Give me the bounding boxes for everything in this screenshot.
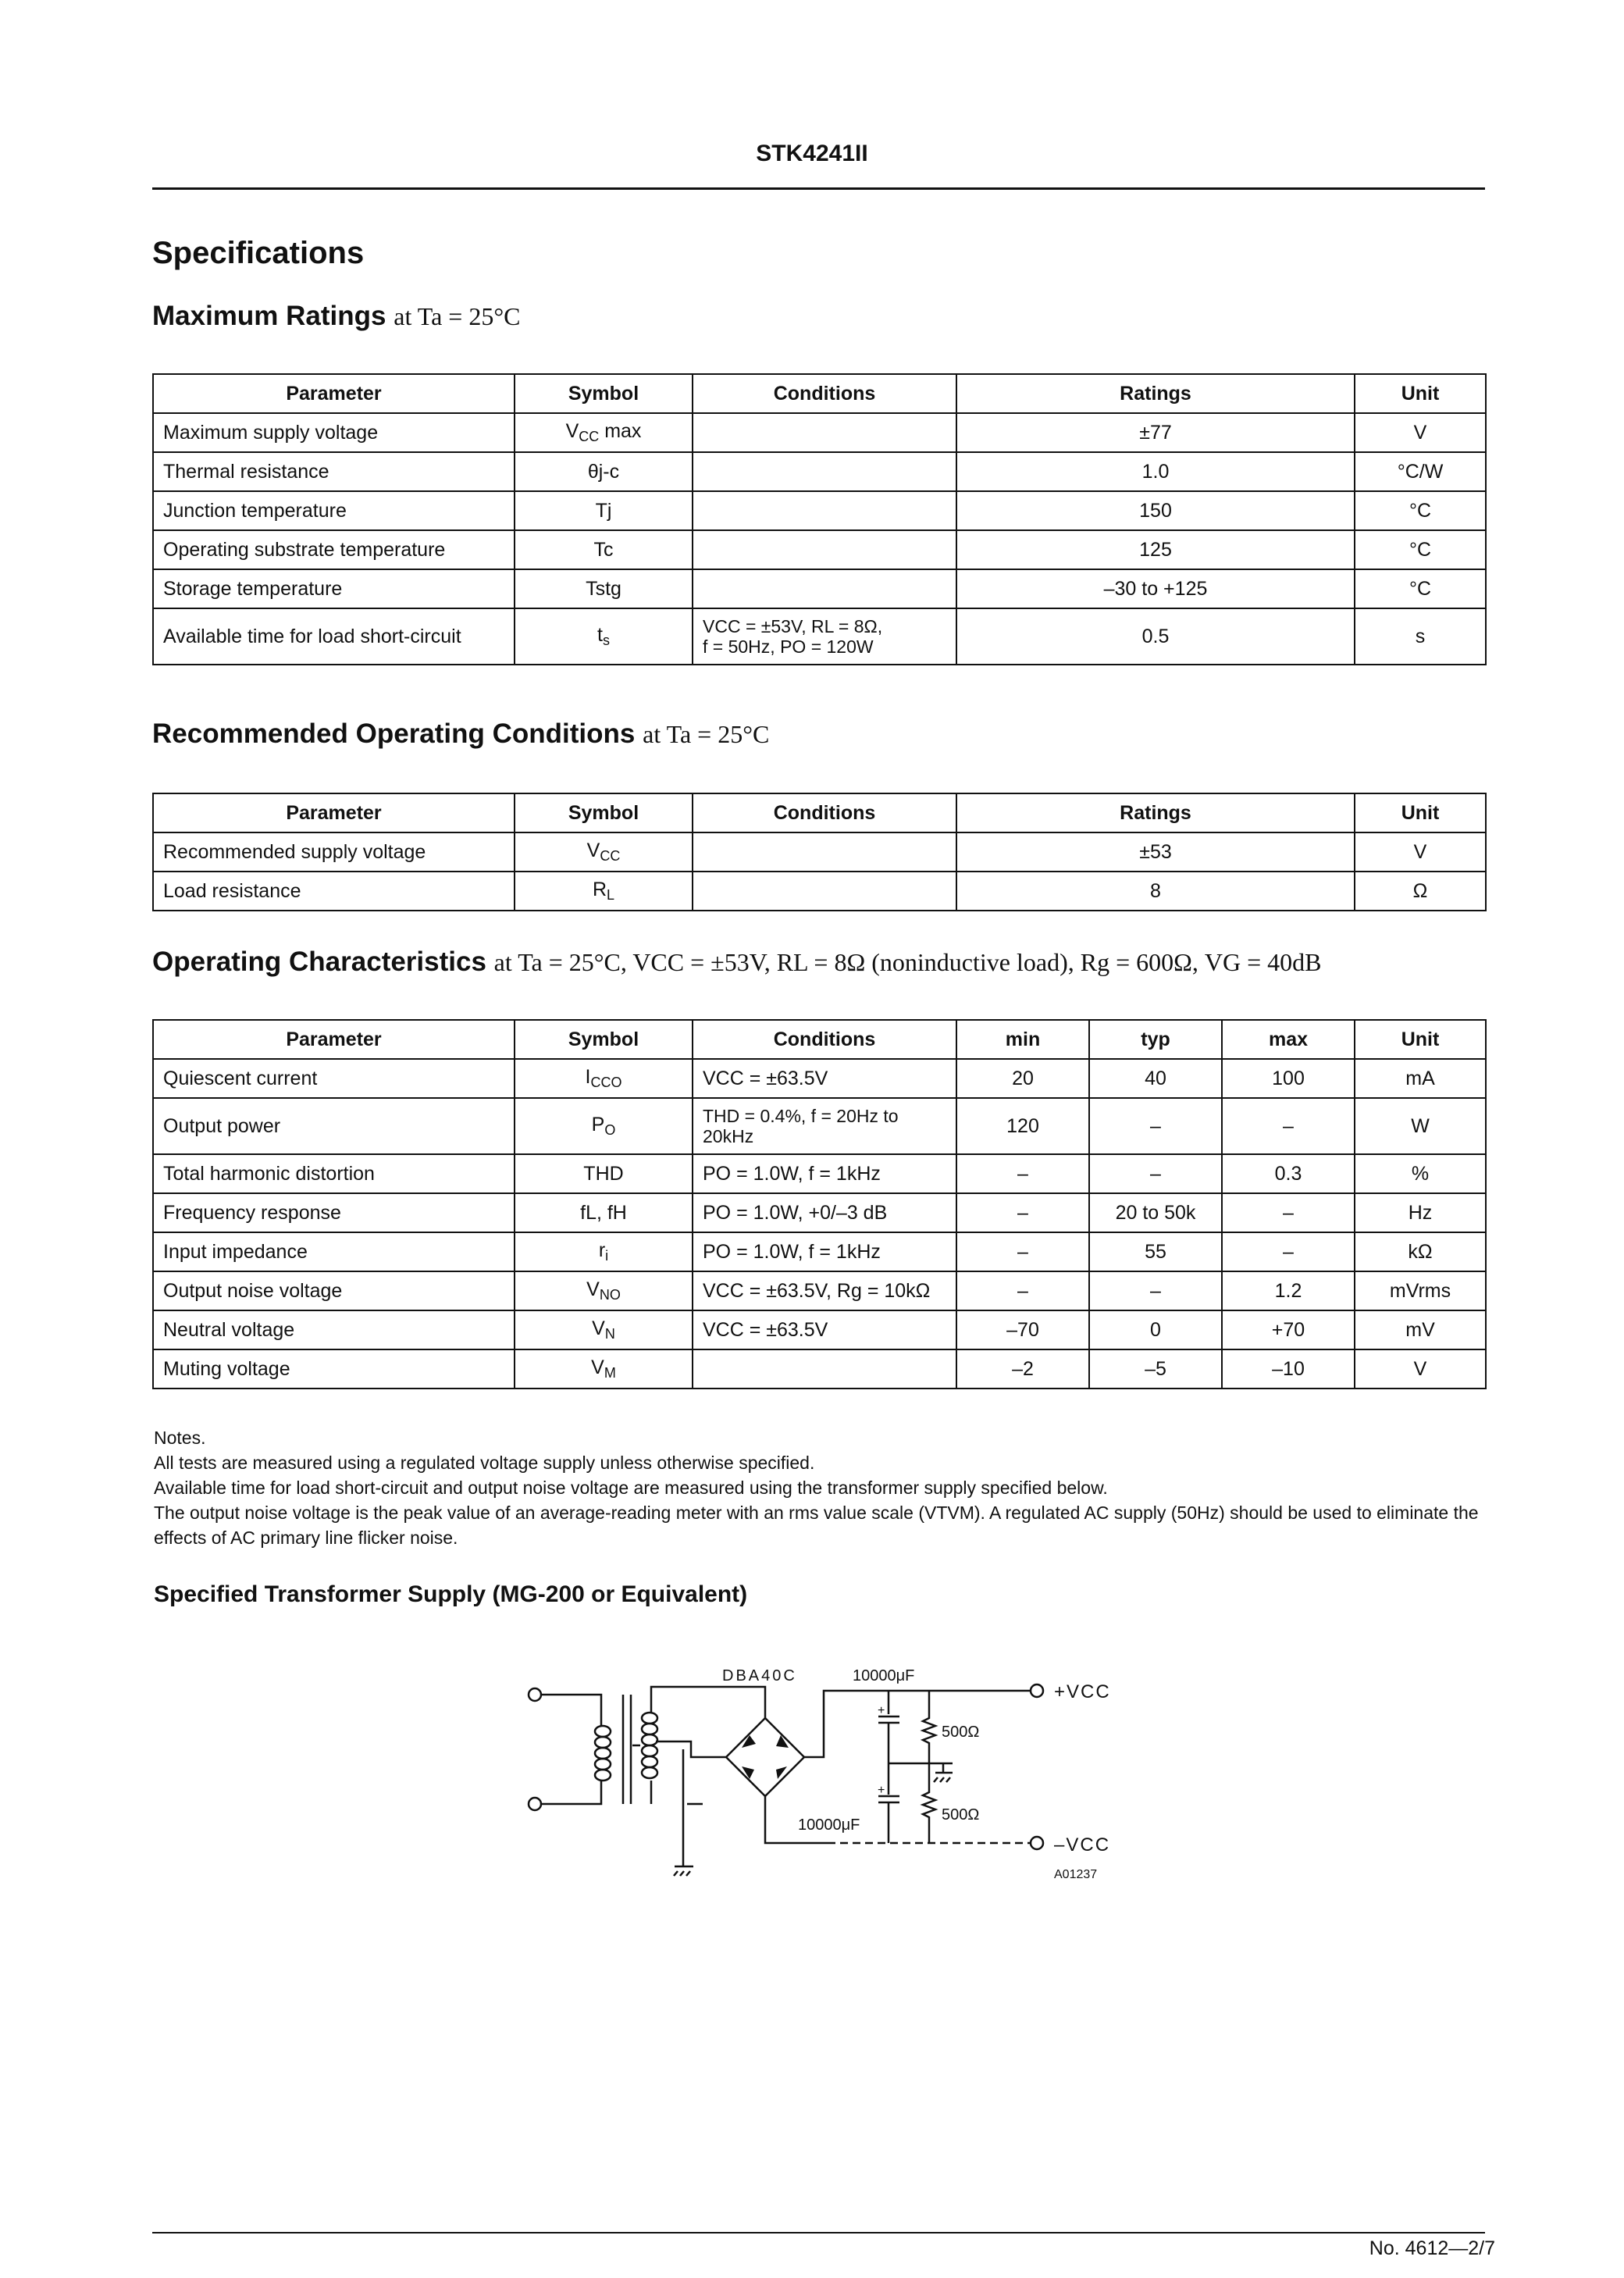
plus-vcc-label: +VCC	[1054, 1681, 1111, 1702]
unit-cell: Hz	[1355, 1193, 1486, 1232]
column-header: max	[1222, 1020, 1355, 1059]
conditions-line: f = 50Hz, PO = 120W	[703, 636, 874, 657]
parameter-cell: Output noise voltage	[153, 1271, 515, 1310]
symbol-main: fL, fH	[580, 1201, 627, 1224]
symbol-main: Tj	[595, 499, 612, 522]
parameter-cell: Storage temperature	[153, 569, 515, 608]
rating-cell: 1.0	[956, 452, 1355, 491]
cap-bottom-label: 10000μF	[798, 1816, 860, 1834]
symbol-cell	[515, 1232, 693, 1271]
symbol-cell	[515, 1349, 693, 1389]
unit-cell: Ω	[1355, 872, 1486, 911]
typ-cell: 40	[1089, 1059, 1222, 1098]
symbol-cell	[515, 1154, 693, 1193]
table-row	[153, 1059, 1486, 1098]
column-header: Conditions	[693, 374, 956, 413]
symbol-main: Tstg	[586, 577, 621, 600]
parameter-cell: Total harmonic distortion	[153, 1154, 515, 1193]
symbol-cell	[515, 1193, 693, 1232]
symbol-sub: O	[604, 1122, 616, 1138]
unit-cell: °C/W	[1355, 452, 1486, 491]
column-header: Conditions	[693, 793, 956, 832]
max-cell: 0.3	[1222, 1154, 1355, 1193]
column-header: Parameter	[153, 793, 515, 832]
unit-cell: %	[1355, 1154, 1486, 1193]
unit-cell: W	[1355, 1098, 1486, 1154]
unit-cell: V	[1355, 413, 1486, 452]
conditions-cell	[693, 1098, 956, 1154]
unit-cell: mVrms	[1355, 1271, 1486, 1310]
conditions-cell: VCC = ±63.5V, Rg = 10kΩ	[693, 1271, 956, 1310]
recommended-title: Recommended Operating Conditions	[152, 718, 636, 749]
parameter-cell: Load resistance	[153, 872, 515, 911]
column-header: min	[956, 1020, 1089, 1059]
column-header: Unit	[1355, 793, 1486, 832]
column-header: Unit	[1355, 1020, 1486, 1059]
conditions-cell	[693, 569, 956, 608]
notes-heading: Notes.	[154, 1428, 206, 1448]
parameter-cell: Output power	[153, 1098, 515, 1154]
conditions-cell: PO = 1.0W, +0/–3 dB	[693, 1193, 956, 1232]
symbol-sub: N	[604, 1326, 615, 1342]
symbol-cell	[515, 413, 693, 452]
conditions-cell	[693, 832, 956, 872]
table-row	[153, 1154, 1486, 1193]
symbol-main: THD	[583, 1162, 624, 1185]
column-header: Conditions	[693, 1020, 956, 1059]
parameter-cell: Available time for load short-circuit	[153, 608, 515, 665]
recommended-condition: at Ta = 25°C	[643, 720, 770, 748]
parameter-cell: Operating substrate temperature	[153, 530, 515, 569]
symbol-main: V	[586, 1278, 600, 1300]
table-row	[153, 832, 1486, 872]
transformer-schematic	[515, 1663, 1156, 1898]
transformer-title: Specified Transformer Supply (MG-200 or Equivalent)	[154, 1581, 748, 1607]
min-cell: –	[956, 1271, 1089, 1310]
rating-cell: –30 to +125	[956, 569, 1355, 608]
unit-cell: °C	[1355, 569, 1486, 608]
column-header: Symbol	[515, 1020, 693, 1059]
rating-cell: 0.5	[956, 608, 1355, 665]
symbol-cell	[515, 872, 693, 911]
recommended-heading	[152, 718, 769, 750]
column-header: Ratings	[956, 793, 1355, 832]
header-rule	[152, 187, 1485, 190]
column-header: Symbol	[515, 793, 693, 832]
parameter-cell: Thermal resistance	[153, 452, 515, 491]
column-header: Unit	[1355, 374, 1486, 413]
parameter-cell: Junction temperature	[153, 491, 515, 530]
rating-cell: 8	[956, 872, 1355, 911]
cap-top-label: 10000μF	[853, 1667, 915, 1684]
conditions-cell	[693, 413, 956, 452]
unit-cell: s	[1355, 608, 1486, 665]
symbol-main: V	[592, 1317, 605, 1339]
min-cell: 20	[956, 1059, 1089, 1098]
symbol-sub: i	[605, 1248, 609, 1264]
typ-cell: –5	[1089, 1349, 1222, 1389]
min-cell: –70	[956, 1310, 1089, 1349]
primary-coil	[595, 1726, 611, 1781]
parameter-cell: Quiescent current	[153, 1059, 515, 1098]
symbol-main: I	[585, 1066, 591, 1088]
table-header-row	[153, 793, 1486, 832]
symbol-cell	[515, 608, 693, 665]
specifications-title: Specifications	[152, 236, 365, 270]
table-row	[153, 569, 1486, 608]
conditions-cell	[693, 530, 956, 569]
note-line: The output noise voltage is the peak value of an average-reading meter with an rms value scale (VTVM). A regulated AC supply (50Hz) should be used to eliminate the effects of AC primary line flicker noise.	[154, 1503, 1479, 1548]
typ-cell: –	[1089, 1098, 1222, 1154]
rating-cell: 125	[956, 530, 1355, 569]
symbol-main: V	[586, 840, 600, 861]
symbol-cell	[515, 832, 693, 872]
unit-cell: mV	[1355, 1310, 1486, 1349]
max-cell: –10	[1222, 1349, 1355, 1389]
ground-symbol	[674, 1866, 693, 1876]
column-header: typ	[1089, 1020, 1222, 1059]
conditions-cell: VCC = ±63.5V	[693, 1310, 956, 1349]
column-header: Parameter	[153, 1020, 515, 1059]
footer-rule	[152, 2232, 1485, 2233]
symbol-main: t	[597, 624, 603, 646]
resistor-top	[923, 1691, 935, 1763]
max-cell: –	[1222, 1193, 1355, 1232]
svg-text:+: +	[878, 1704, 885, 1717]
bridge-label: DBA40C	[722, 1667, 797, 1684]
plus-vcc-terminal	[1031, 1684, 1043, 1697]
table-row	[153, 1098, 1486, 1154]
symbol-main: Tc	[593, 538, 614, 561]
secondary-coil	[642, 1713, 657, 1778]
parameter-cell: Input impedance	[153, 1232, 515, 1271]
symbol-sub: s	[602, 633, 610, 648]
unit-cell: V	[1355, 832, 1486, 872]
table-row	[153, 530, 1486, 569]
table-row	[153, 1349, 1486, 1389]
symbol-main: R	[592, 879, 607, 900]
symbol-sub: M	[604, 1365, 616, 1381]
parameter-cell: Frequency response	[153, 1193, 515, 1232]
unit-cell: kΩ	[1355, 1232, 1486, 1271]
table-row	[153, 452, 1486, 491]
note-line: Available time for load short-circuit and output noise voltage are measured using the transformer supply specified below.	[154, 1478, 1108, 1498]
max-ratings-condition: at Ta = 25°C	[394, 302, 521, 330]
rating-cell: ±77	[956, 413, 1355, 452]
unit-cell: mA	[1355, 1059, 1486, 1098]
symbol-cell	[515, 1310, 693, 1349]
typ-cell: 55	[1089, 1232, 1222, 1271]
max-ratings-heading	[152, 301, 520, 332]
column-header: Symbol	[515, 374, 693, 413]
table-header-row	[153, 1020, 1486, 1059]
minus-vcc-terminal	[1031, 1837, 1043, 1849]
max-ratings-title: Maximum Ratings	[152, 301, 386, 331]
ground-symbol	[934, 1763, 953, 1782]
resistor-bottom	[923, 1763, 935, 1843]
unit-cell: °C	[1355, 530, 1486, 569]
typ-cell: 20 to 50k	[1089, 1193, 1222, 1232]
symbol-sub: NO	[599, 1287, 621, 1303]
res-bottom-label: 500Ω	[942, 1806, 980, 1823]
conditions-cell	[693, 608, 956, 665]
minus-vcc-label: –VCC	[1054, 1834, 1111, 1856]
operating-heading	[152, 946, 1322, 978]
note-line: All tests are measured using a regulated voltage supply unless otherwise specified.	[154, 1453, 815, 1473]
conditions-cell	[693, 872, 956, 911]
conditions-cell: VCC = ±63.5V	[693, 1059, 956, 1098]
operating-table	[152, 1019, 1487, 1389]
table-header-row	[153, 374, 1486, 413]
diode-symbols	[742, 1735, 789, 1779]
table-row	[153, 413, 1486, 452]
column-header: Parameter	[153, 374, 515, 413]
recommended-table	[152, 793, 1487, 911]
min-cell: –	[956, 1232, 1089, 1271]
parameter-cell: Recommended supply voltage	[153, 832, 515, 872]
symbol-cell	[515, 569, 693, 608]
conditions-line: THD = 0.4%, f = 20Hz to	[703, 1106, 899, 1126]
page-number: No. 4612—2/7	[1369, 2237, 1495, 2259]
conditions-cell	[693, 1349, 956, 1389]
symbol-cell	[515, 1059, 693, 1098]
conditions-line: VCC = ±53V, RL = 8Ω,	[703, 616, 883, 636]
max-cell: –	[1222, 1232, 1355, 1271]
parameter-cell: Maximum supply voltage	[153, 413, 515, 452]
symbol-main: θj-c	[587, 460, 620, 483]
max-cell: +70	[1222, 1310, 1355, 1349]
table-row	[153, 491, 1486, 530]
parameter-cell: Muting voltage	[153, 1349, 515, 1389]
min-cell: –	[956, 1193, 1089, 1232]
parameter-cell: Neutral voltage	[153, 1310, 515, 1349]
res-top-label: 500Ω	[942, 1724, 980, 1741]
symbol-cell	[515, 491, 693, 530]
symbol-main: P	[591, 1114, 605, 1135]
symbol-cell	[515, 530, 693, 569]
table-row	[153, 1271, 1486, 1310]
unit-cell: V	[1355, 1349, 1486, 1389]
table-row	[153, 872, 1486, 911]
symbol-main: V	[591, 1356, 604, 1378]
symbol-post: max	[599, 420, 642, 442]
conditions-cell	[693, 452, 956, 491]
max-ratings-table	[152, 373, 1487, 665]
typ-cell: 0	[1089, 1310, 1222, 1349]
table-row	[153, 1232, 1486, 1271]
column-header: Ratings	[956, 374, 1355, 413]
typ-cell: –	[1089, 1154, 1222, 1193]
notes	[154, 1425, 1497, 1550]
max-cell: –	[1222, 1098, 1355, 1154]
symbol-sub: CC	[579, 429, 600, 444]
table-row	[153, 1193, 1486, 1232]
table-row	[153, 608, 1486, 665]
rating-cell: 150	[956, 491, 1355, 530]
input-terminal	[529, 1798, 541, 1810]
min-cell: –	[956, 1154, 1089, 1193]
figure-id: A01237	[1054, 1868, 1098, 1881]
symbol-cell	[515, 1098, 693, 1154]
symbol-cell	[515, 1271, 693, 1310]
min-cell: –2	[956, 1349, 1089, 1389]
svg-text:+: +	[878, 1784, 885, 1797]
max-cell: 100	[1222, 1059, 1355, 1098]
typ-cell: –	[1089, 1271, 1222, 1310]
input-terminal	[529, 1688, 541, 1701]
symbol-cell	[515, 452, 693, 491]
symbol-sub: CCO	[590, 1075, 622, 1090]
operating-title: Operating Characteristics	[152, 946, 486, 977]
table-row	[153, 1310, 1486, 1349]
conditions-cell: PO = 1.0W, f = 1kHz	[693, 1232, 956, 1271]
part-number: STK4241II	[756, 141, 868, 166]
conditions-cell	[693, 491, 956, 530]
symbol-sub: L	[607, 887, 615, 903]
min-cell: 120	[956, 1098, 1089, 1154]
symbol-main: V	[565, 420, 579, 442]
operating-condition: at Ta = 25°C, VCC = ±53V, RL = 8Ω (noninductive load), Rg = 600Ω, VG = 40dB	[493, 948, 1322, 976]
symbol-sub: CC	[600, 848, 621, 864]
symbol-main: r	[598, 1239, 606, 1261]
max-cell: 1.2	[1222, 1271, 1355, 1310]
conditions-line: 20kHz	[703, 1126, 754, 1146]
conditions-cell: PO = 1.0W, f = 1kHz	[693, 1154, 956, 1193]
rating-cell: ±53	[956, 832, 1355, 872]
unit-cell: °C	[1355, 491, 1486, 530]
